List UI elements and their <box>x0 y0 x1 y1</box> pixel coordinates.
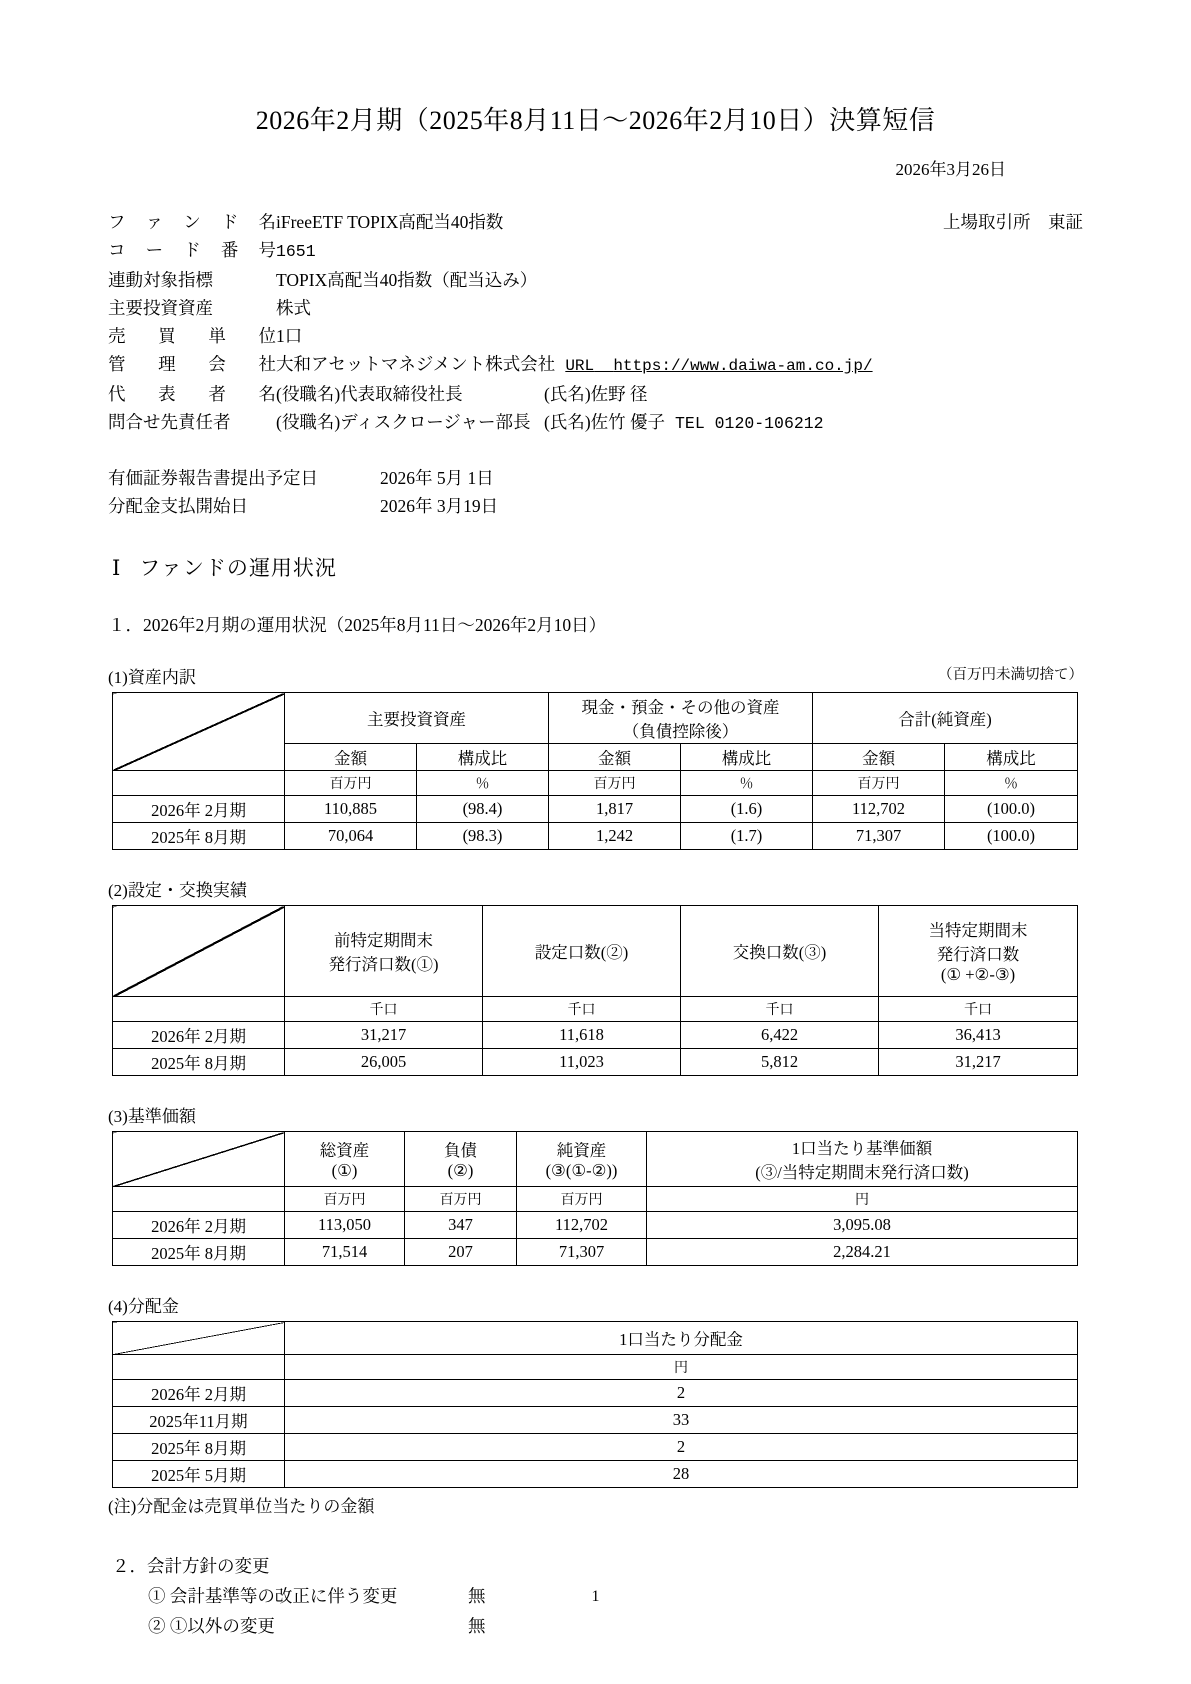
unit-row-blank <box>113 997 285 1022</box>
header-prev-line1: 前特定期間末 <box>334 931 433 950</box>
header-liabilities-line2: (②) <box>447 1161 474 1180</box>
header-cur-line2: 発行済口数 <box>936 945 1020 964</box>
label-management-company: 管 理 会 社 <box>108 354 276 374</box>
table-unit-row <box>113 997 1078 1022</box>
nav-table <box>112 1131 1078 1266</box>
table3-corner-cell <box>113 1132 285 1187</box>
section-1-title: ファンドの運用状況 <box>139 556 337 580</box>
info-row-fund-name <box>108 208 1083 236</box>
cell-prev-units: 26,005 <box>285 1049 483 1076</box>
table4-caption-wrap <box>0 1292 1191 1317</box>
unit-row-blank <box>113 1355 285 1380</box>
header-nav-line2: (③/当特定期間末発行済口数) <box>755 1163 969 1182</box>
row-period: 2026年 2月期 <box>113 796 285 823</box>
table2-caption-wrap <box>0 876 1191 901</box>
label-report-submission: 有価証券報告書提出予定日 <box>108 468 318 488</box>
policy-item-1-marker: ① <box>148 1586 166 1606</box>
unit-exchange: 千口 <box>681 997 879 1022</box>
cell-cash-ratio: (1.7) <box>681 823 813 850</box>
value-main-asset: 株式 <box>276 298 311 318</box>
unit-total-amount: 百万円 <box>813 771 945 796</box>
cell-cur-units: 31,217 <box>879 1049 1078 1076</box>
policy-item-2-marker: ② <box>148 1616 166 1636</box>
cell-total-assets: 71,514 <box>285 1239 405 1266</box>
header-total-assets-line2: (①) <box>331 1161 358 1180</box>
header-liabilities <box>405 1132 517 1187</box>
table-row <box>113 1022 1078 1049</box>
header-liabilities-line1: 負債 <box>444 1141 477 1160</box>
company-url-link[interactable]: https://www.daiwa-am.co.jp/ <box>613 357 873 375</box>
unit-nav: 円 <box>647 1187 1078 1212</box>
unit-net-assets: 百万円 <box>517 1187 647 1212</box>
row-period: 2026年 2月期 <box>113 1022 285 1049</box>
label-linked-index: 連動対象指標 <box>108 270 213 290</box>
representative-title: (役職名)代表取締役社長 <box>276 384 463 404</box>
unit-distribution: 円 <box>285 1355 1078 1380</box>
subheader-main-ratio: 構成比 <box>417 744 549 771</box>
label-contact: 問合せ先責任者 <box>108 412 231 432</box>
label-main-asset: 主要投資資産 <box>108 298 213 318</box>
cell-total-amount: 71,307 <box>813 823 945 850</box>
info-row-index <box>108 266 1083 294</box>
cell-total-ratio: (100.0) <box>945 796 1078 823</box>
section-1-heading <box>0 552 1191 582</box>
cell-main-ratio: (98.3) <box>417 823 549 850</box>
contact-tel: TEL 0120-106212 <box>675 414 824 433</box>
cell-distribution: 33 <box>285 1407 1078 1434</box>
subheader-main-amount: 金額 <box>285 744 417 771</box>
header-prev-units <box>285 906 483 997</box>
management-company-name: 大和アセットマネジメント株式会社 <box>276 354 556 374</box>
cell-net-assets: 71,307 <box>517 1239 647 1266</box>
info-row-trading-unit <box>108 322 1083 350</box>
cell-exchange-units: 6,422 <box>681 1022 879 1049</box>
cell-nav: 3,095.08 <box>647 1212 1078 1239</box>
table-header-row <box>113 906 1078 997</box>
value-fund-name: iFreeETF TOPIX高配当40指数 <box>276 212 504 232</box>
header-net-assets-line2: (③(①-②)) <box>545 1161 618 1180</box>
unit-cash-amount: 百万円 <box>549 771 681 796</box>
subheader-total-amount: 金額 <box>813 744 945 771</box>
row-period: 2025年 8月期 <box>113 823 285 850</box>
label-code-number: コ ー ド 番 号 <box>108 240 276 260</box>
cell-liabilities: 207 <box>405 1239 517 1266</box>
table-unit-row <box>113 771 1078 796</box>
cell-distribution: 2 <box>285 1434 1078 1461</box>
header-cur-line3: (① +②-③) <box>940 965 1016 984</box>
header-total-assets-line1: 総資産 <box>319 1141 370 1160</box>
row-period: 2025年 8月期 <box>113 1434 285 1461</box>
policy-item-1-label: 会計基準等の改正に伴う変更 <box>169 1586 398 1606</box>
unit-cur: 千口 <box>879 997 1078 1022</box>
fund-info-block <box>0 208 1191 438</box>
cell-prev-units: 31,217 <box>285 1022 483 1049</box>
table-row <box>113 1212 1078 1239</box>
info-row-contact <box>108 408 1083 438</box>
page-number: 1 <box>591 1588 600 1605</box>
info-row-management-company <box>108 350 1083 380</box>
table-row <box>113 1049 1078 1076</box>
value-trading-unit: 1口 <box>276 326 303 346</box>
row-period: 2026年 2月期 <box>113 1212 285 1239</box>
policy-item-2-value: 無 <box>468 1616 486 1636</box>
table1-rightnote: （百万円未満切捨て） <box>938 667 1083 683</box>
label-trading-unit: 売 買 単 位 <box>108 326 276 346</box>
section-2-title: ２．会計方針の変更 <box>112 1556 270 1576</box>
table3-caption-wrap <box>0 1102 1191 1127</box>
unit-set: 千口 <box>483 997 681 1022</box>
table1-caption: (1)資産内訳 <box>108 668 196 687</box>
cell-main-amount: 110,885 <box>285 796 417 823</box>
value-listing-exchange: 上場取引所 東証 <box>943 212 1083 232</box>
cell-total-amount: 112,702 <box>813 796 945 823</box>
header-distribution-per-unit: 1口当たり分配金 <box>285 1322 1078 1355</box>
label-distribution-start: 分配金支払開始日 <box>108 496 248 516</box>
value-report-submission: 2026年 5月 1日 <box>380 468 494 488</box>
header-cur-units <box>879 906 1078 997</box>
header-nav <box>647 1132 1078 1187</box>
table-row <box>113 1239 1078 1266</box>
value-representative <box>276 380 1083 408</box>
section-1-numeral: Ⅰ <box>112 556 122 580</box>
policy-item-1-value: 無 <box>468 1586 486 1606</box>
cell-main-ratio: (98.4) <box>417 796 549 823</box>
header-cash <box>549 693 813 744</box>
subheader-cash-ratio: 構成比 <box>681 744 813 771</box>
cell-liabilities: 347 <box>405 1212 517 1239</box>
header-total: 合計(純資産) <box>813 693 1078 744</box>
cell-nav: 2,284.21 <box>647 1239 1078 1266</box>
header-nav-line1: 1口当たり基準価額 <box>791 1139 933 1158</box>
cell-total-ratio: (100.0) <box>945 823 1078 850</box>
header-cash-line2: （負債控除後） <box>622 722 739 741</box>
representative-name: (氏名)佐野 径 <box>544 384 648 404</box>
document-date: 2026年3月26日 <box>895 160 1006 179</box>
value-management-company <box>276 350 1083 380</box>
cell-distribution: 28 <box>285 1461 1078 1488</box>
table-row <box>113 1434 1078 1461</box>
table-row <box>113 1380 1078 1407</box>
row-period: 2025年 5月期 <box>113 1461 285 1488</box>
cell-set-units: 11,023 <box>483 1049 681 1076</box>
schedule-dates-block <box>0 464 1191 520</box>
policy-item-2-label: ①以外の変更 <box>169 1616 275 1636</box>
table2-corner-cell <box>113 906 285 997</box>
table-row <box>113 1461 1078 1488</box>
row-period: 2025年 8月期 <box>113 1049 285 1076</box>
unit-total-ratio: ％ <box>945 771 1078 796</box>
contact-title: (役職名)ディスクロージャー部長 <box>276 412 531 432</box>
cell-cur-units: 36,413 <box>879 1022 1078 1049</box>
policy-item-2 <box>112 1611 1191 1641</box>
info-row-main-asset <box>108 294 1083 322</box>
url-label: URL <box>565 357 595 375</box>
table-unit-row <box>113 1355 1078 1380</box>
label-representative: 代 表 者 名 <box>108 384 276 404</box>
table4-corner-cell <box>113 1322 285 1355</box>
cell-net-assets: 112,702 <box>517 1212 647 1239</box>
subheader-total-ratio: 構成比 <box>945 744 1078 771</box>
cell-main-amount: 70,064 <box>285 823 417 850</box>
cell-distribution: 2 <box>285 1380 1078 1407</box>
table-unit-row <box>113 1187 1078 1212</box>
cell-cash-amount: 1,817 <box>549 796 681 823</box>
row-period: 2025年11月期 <box>113 1407 285 1434</box>
table1-caption-wrap <box>0 663 1191 688</box>
policy-item-2-text <box>148 1611 468 1641</box>
unit-liabilities: 百万円 <box>405 1187 517 1212</box>
info-row-code <box>108 236 1083 266</box>
table-row <box>113 823 1078 850</box>
value-code-number: 1651 <box>276 242 316 261</box>
creation-redemption-table <box>112 905 1078 1076</box>
cell-cash-amount: 1,242 <box>549 823 681 850</box>
schedule-row-report <box>108 464 1191 492</box>
asset-breakdown-table <box>112 692 1078 850</box>
table-row <box>113 796 1078 823</box>
distribution-table <box>112 1321 1078 1488</box>
table2-caption: (2)設定・交換実績 <box>108 881 247 900</box>
header-cash-line1: 現金・預金・その他の資産 <box>581 698 780 717</box>
header-exchange-units: 交換口数(③) <box>681 906 879 997</box>
subsection-1-heading: １．2026年2月期の運用状況（2025年8月11日～2026年2月10日） <box>108 615 607 635</box>
table-header-row <box>113 693 1078 744</box>
unit-row-blank <box>113 771 285 796</box>
unit-prev: 千口 <box>285 997 483 1022</box>
table-header-row <box>113 1132 1078 1187</box>
subheader-cash-amount: 金額 <box>549 744 681 771</box>
value-contact <box>276 408 1083 438</box>
table4-caption: (4)分配金 <box>108 1297 179 1316</box>
table1-corner-cell <box>113 693 285 771</box>
header-prev-line2: 発行済口数(①) <box>328 955 439 974</box>
row-period: 2026年 2月期 <box>113 1380 285 1407</box>
header-net-assets <box>517 1132 647 1187</box>
contact-name: (氏名)佐竹 優子 <box>544 412 666 432</box>
schedule-row-distribution <box>108 492 1191 520</box>
header-net-assets-line1: 純資産 <box>556 1141 607 1160</box>
cell-total-assets: 113,050 <box>285 1212 405 1239</box>
label-fund-name: フ ァ ン ド 名 <box>108 212 276 232</box>
info-row-representative <box>108 380 1083 408</box>
unit-total-assets: 百万円 <box>285 1187 405 1212</box>
table3-caption: (3)基準価額 <box>108 1107 196 1126</box>
page-title: 2026年2月期（2025年8月11日～2026年2月10日）決算短信 <box>255 106 936 135</box>
table4-note: (注)分配金は売買単位当たりの金額 <box>108 1497 375 1516</box>
header-total-assets <box>285 1132 405 1187</box>
cell-exchange-units: 5,812 <box>681 1049 879 1076</box>
value-distribution-start: 2026年 3月19日 <box>380 496 499 516</box>
value-linked-index: TOPIX高配当40指数（配当込み） <box>276 270 538 290</box>
cell-cash-ratio: (1.6) <box>681 796 813 823</box>
unit-row-blank <box>113 1187 285 1212</box>
header-main-asset: 主要投資資産 <box>285 693 549 744</box>
unit-main-amount: 百万円 <box>285 771 417 796</box>
header-set-units: 設定口数(②) <box>483 906 681 997</box>
table-header-row <box>113 1322 1078 1355</box>
cell-set-units: 11,618 <box>483 1022 681 1049</box>
row-period: 2025年 8月期 <box>113 1239 285 1266</box>
unit-main-ratio: ％ <box>417 771 549 796</box>
table-row <box>113 1407 1078 1434</box>
unit-cash-ratio: ％ <box>681 771 813 796</box>
header-cur-line1: 当特定期間末 <box>928 921 1028 940</box>
